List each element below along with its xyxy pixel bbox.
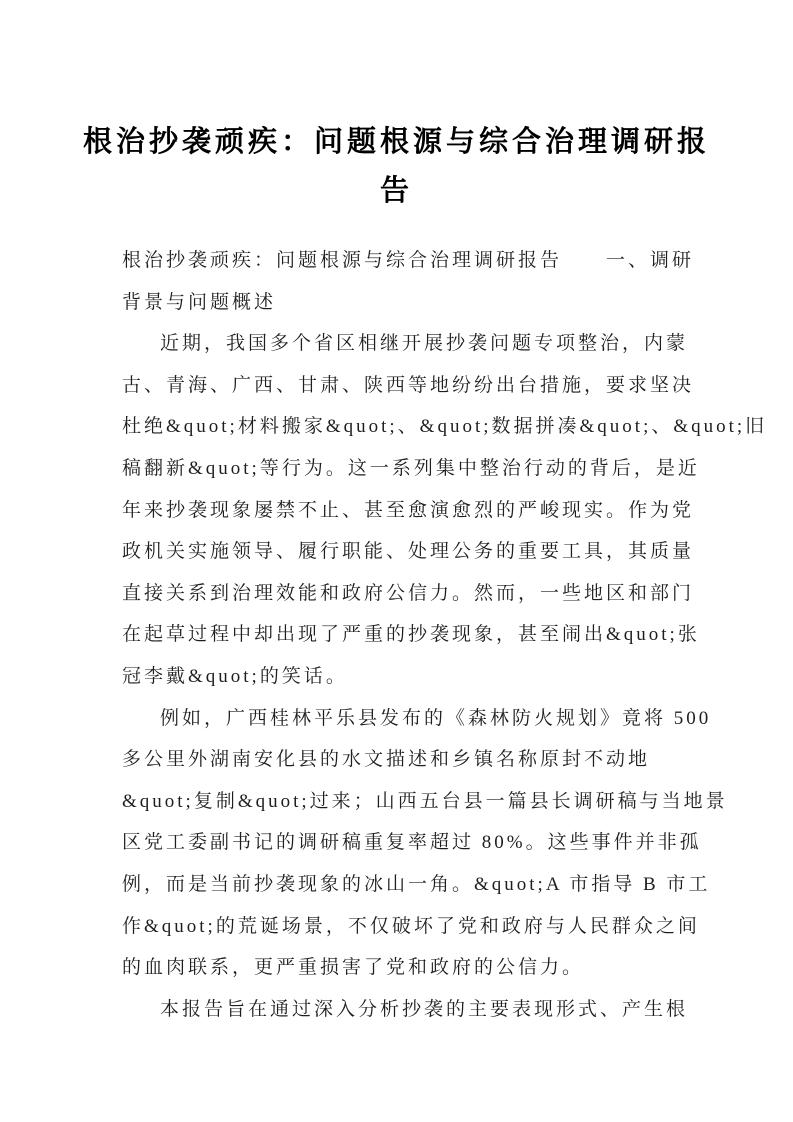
body-line: 杜绝&quot;材料搬家&quot;、&quot;数据拼凑&quot;、&quot;旧	[122, 416, 768, 438]
body-line: 古、青海、广西、甘肃、陕西等地纷纷出台措施，要求坚决	[122, 374, 695, 396]
paragraph	[122, 240, 733, 323]
body-line: &quot;复制&quot;过来；山西五台县一篇县长调研稿与当地景	[122, 790, 728, 812]
body-line: 在起草过程中却出现了严重的抄袭现象，甚至闹出&quot;张	[122, 624, 700, 646]
body-line: 背景与问题概述	[122, 291, 277, 313]
body-line: 稿翻新&quot;等行为。这一系列集中整治行动的背后，是近	[122, 457, 700, 479]
body-line: 例如，广西桂林平乐县发布的《森林防火规划》竟将 500	[160, 707, 712, 729]
paragraph	[122, 989, 733, 1031]
body-line: 例，而是当前抄袭现象的冰山一角。&quot;A 市指导 B 市工	[122, 873, 711, 895]
body-line: 的血肉联系，更严重损害了党和政府的公信力。	[122, 957, 585, 979]
document-title: 根治抄袭顽疾：问题根源与综合治理调研报告	[82, 126, 710, 207]
body-line: 本报告旨在通过深入分析抄袭的主要表现形式、产生根	[160, 998, 689, 1020]
body-line: 直接关系到治理效能和政府公信力。然而，一些地区和部门	[122, 582, 695, 604]
body-line: 区党工委副书记的调研稿重复率超过 80%。这些事件并非孤	[122, 832, 702, 854]
paragraph	[122, 323, 768, 697]
body-line: 冠李戴&quot;的笑话。	[122, 665, 348, 687]
paragraph	[122, 698, 733, 989]
document-body	[122, 240, 768, 1030]
body-line: 根治抄袭顽疾：问题根源与综合治理调研报告 一、调研	[122, 250, 695, 271]
body-line: 近期，我国多个省区相继开展抄袭问题专项整治，内蒙	[160, 333, 689, 355]
body-line: 年来抄袭现象屡禁不止、甚至愈演愈烈的严峻现实。作为党	[122, 499, 695, 521]
body-line: 政机关实施领导、履行职能、处理公务的重要工具，其质量	[122, 541, 695, 563]
body-line: 多公里外湖南安化县的水文描述和乡镇名称原封不动地	[122, 749, 651, 771]
body-line: 作&quot;的荒诞场景，不仅破坏了党和政府与人民群众之间	[122, 915, 700, 937]
